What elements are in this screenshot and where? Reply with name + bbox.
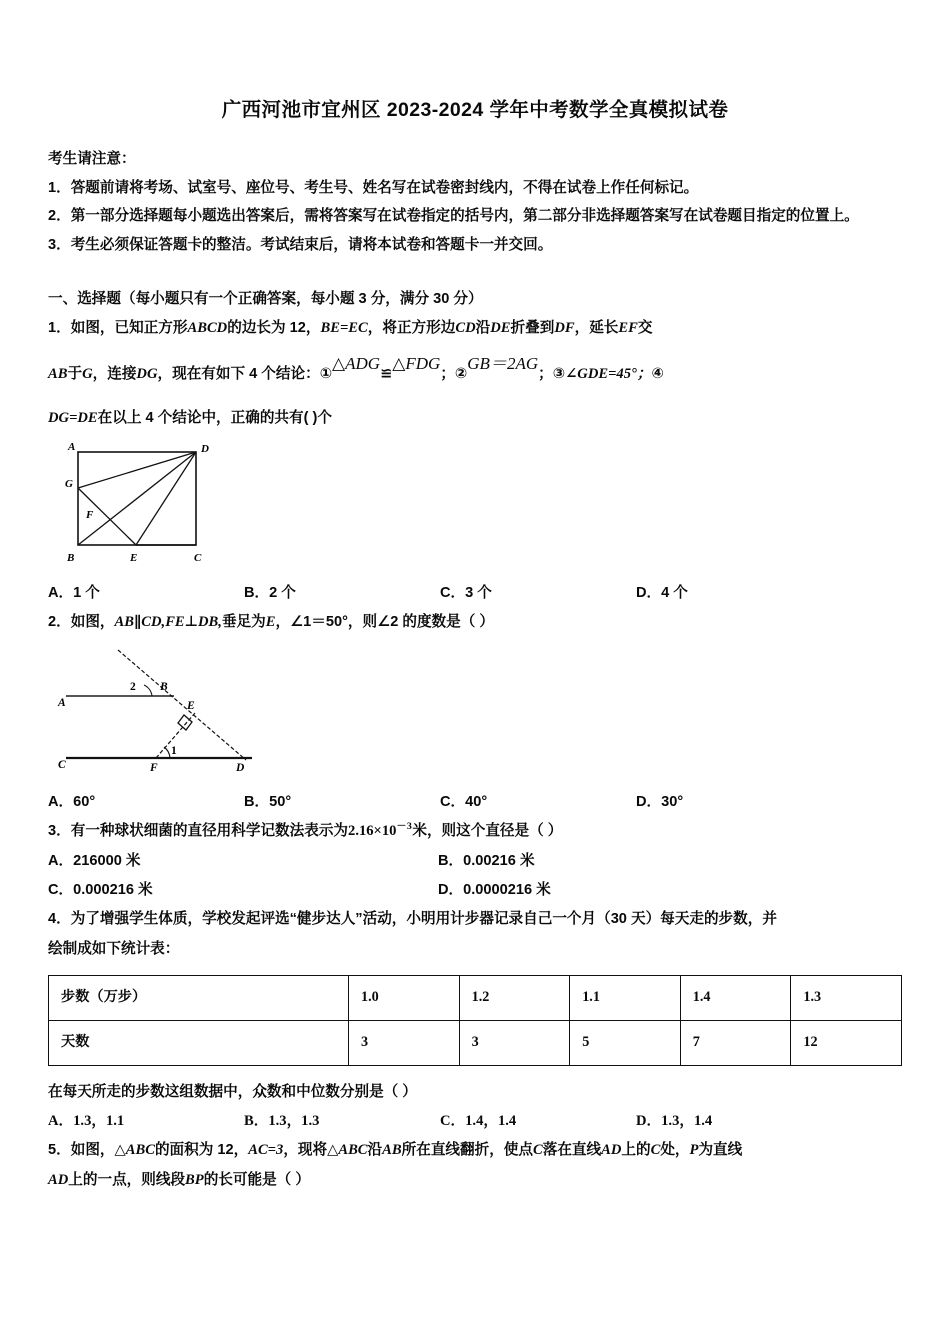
question-2-option-c[interactable]: C．40° [440, 793, 488, 810]
q1-concl-1-rel: ≌ [380, 366, 393, 383]
question-4-option-b[interactable]: B．1.3，1.3 [244, 1113, 320, 1130]
question-1-option-a[interactable]: A．1 个 [48, 584, 100, 601]
figure2-label-2: 2 [130, 680, 136, 693]
q1-concl-2-marker: ② [454, 366, 468, 383]
q1-var-g: G [82, 366, 93, 383]
q3-value-mantissa: 2.16×10 [348, 822, 397, 839]
q2-var-ab: AB [114, 613, 134, 630]
q2-var-e: E [265, 613, 276, 630]
q5-t2: 的面积为 12， [154, 1142, 249, 1159]
question-4-option-c[interactable]: C．1.4，1.4 [440, 1113, 517, 1130]
q5-var-abc-1: △ABC [114, 1142, 155, 1159]
question-1-line-3 [48, 402, 902, 434]
table-row-days-label: 天数 [49, 1020, 349, 1065]
figure1-label-f: F [86, 508, 94, 521]
q1-t6: ，延长 [574, 320, 619, 337]
question-3-options-row-1 [48, 847, 902, 876]
q1-var-ab: AB [48, 366, 68, 383]
question-3-option-d[interactable]: D．0.0000216 米 [438, 881, 551, 898]
question-5 [48, 1136, 902, 1196]
q1-var-dg: DG [136, 366, 158, 383]
question-1-line-2 [48, 354, 902, 391]
figure2-label-a: A [58, 696, 66, 709]
section-heading: 一、选择题（每小题只有一个正确答案，每小题 3 分，满分 30 分） [48, 291, 483, 308]
q5-var-p: P [689, 1142, 699, 1159]
question-1-number: 1． [48, 320, 71, 337]
q1-concl-3: ∠GDE=45°； [565, 366, 652, 383]
figure1-label-e: E [130, 551, 138, 564]
q5-var-ad-1: AD [601, 1142, 622, 1159]
notice-block [48, 145, 902, 259]
question-1 [48, 314, 902, 607]
q5-var-ab: AB [382, 1142, 402, 1159]
q5-t9: 为直线 [698, 1142, 743, 1159]
table-cell-days-4: 7 [680, 1020, 791, 1065]
q3-t2: 米，则这个直径是（ ） [412, 822, 563, 839]
figure2-label-1: 1 [171, 744, 177, 757]
q1-t5: 折叠到 [510, 320, 555, 337]
figure1-label-c: C [194, 551, 202, 564]
q1-t4: 沿 [475, 320, 491, 337]
q5-var-bp: BP [185, 1172, 204, 1189]
table-cell-steps-3: 1.1 [570, 975, 681, 1020]
question-4-options [48, 1107, 902, 1136]
question-3-option-a[interactable]: A．216000 米 [48, 852, 141, 869]
q1-t2: 的边长为 12， [227, 320, 321, 337]
question-3-options-row-2 [48, 876, 902, 905]
q5-t8: 处， [660, 1142, 690, 1159]
question-2-option-d[interactable]: D．30° [636, 793, 684, 810]
table-cell-steps-5: 1.3 [791, 975, 902, 1020]
question-2 [48, 608, 902, 817]
notice-item-3: 3．考生必须保证答题卡的整洁。考试结束后，请将本试卷和答题卡一并交回。 [48, 236, 553, 253]
q5-t11: 的长可能是（ ） [203, 1172, 310, 1189]
q5-var-ac: AC=3 [248, 1142, 284, 1159]
q1-t11: 在以上 4 个结论中，正确的共有( )个 [97, 409, 332, 426]
q5-t10: 上的一点，则线段 [68, 1172, 186, 1189]
table-cell-steps-1: 1.0 [349, 975, 460, 1020]
q5-var-c-2: C [650, 1142, 661, 1159]
q1-t8: 于 [67, 366, 83, 383]
question-2-number: 2． [48, 613, 71, 630]
q5-var-ad-2: AD [48, 1172, 69, 1189]
q2-t2: 垂足为 [221, 613, 266, 630]
q1-concl-1-marker: ① [319, 366, 333, 383]
question-4 [48, 905, 902, 1136]
question-5-line-1 [48, 1136, 902, 1166]
table-cell-steps-4: 1.4 [680, 975, 791, 1020]
figure2-label-c: C [58, 758, 66, 771]
question-5-number: 5． [48, 1142, 71, 1159]
q1-t1: 如图，已知正方形 [70, 320, 188, 337]
question-1-line-1 [48, 314, 902, 344]
figure1-label-b: B [67, 551, 75, 564]
question-1-option-c[interactable]: C．3 个 [440, 584, 492, 601]
q5-t4: 沿 [367, 1142, 383, 1159]
table-cell-days-5: 12 [791, 1020, 902, 1065]
question-2-option-a[interactable]: A．60° [48, 793, 96, 810]
q1-concl-3-marker: ③ [552, 366, 566, 383]
question-1-options [48, 579, 902, 608]
page-title: 广西河池市宜州区 2023-2024 学年中考数学全真模拟试卷 [221, 99, 729, 121]
q5-var-abc-2: △ABC [327, 1142, 368, 1159]
q3-value-exponent: －3 [396, 820, 413, 832]
figure2-label-e: E [187, 699, 195, 712]
question-2-options [48, 788, 902, 817]
q1-concl-4-marker: ④ [651, 366, 664, 383]
figure2-label-f: F [150, 761, 158, 774]
q5-t1: 如图， [70, 1142, 115, 1159]
table-row-days [49, 1020, 902, 1065]
q1-var-de: DE [490, 320, 511, 337]
q1-concl-1-left: △ADG [332, 354, 381, 374]
table-cell-days-3: 5 [570, 1020, 681, 1065]
q1-t10: ，现在有如下 4 个结论： [157, 366, 320, 383]
notice-item-2: 2．第一部分选择题每小题选出答案后，需将答案写在试卷指定的括号内，第二部分非选择题答案写在试卷题目指定的位置上。 [48, 208, 859, 225]
q5-t6: 落在直线 [542, 1142, 602, 1159]
q1-t9: ，连接 [92, 366, 137, 383]
steps-statistics-table [48, 975, 902, 1066]
q2-parallel-symbol: ∥ [133, 613, 142, 630]
table-cell-days-2: 3 [459, 1020, 570, 1065]
q1-sep-1: ； [440, 366, 455, 383]
question-3-number: 3． [48, 822, 71, 839]
question-2-figure [56, 644, 902, 786]
q5-var-c-1: C [532, 1142, 543, 1159]
question-4-line-2: 绘制成如下统计表： [48, 941, 180, 958]
question-2-option-b[interactable]: B．50° [244, 793, 292, 810]
figure1-label-a: A [68, 440, 76, 453]
figure2-label-d: D [236, 761, 245, 774]
q4-t1: 为了增强学生体质，学校发起评选“健步达人”活动，小明用计步器记录自己一个月（30 天）每天走的步数，并 [70, 911, 777, 928]
q5-t3: ，现将 [283, 1142, 328, 1159]
table-cell-steps-2: 1.2 [459, 975, 570, 1020]
q1-var-ef: EF [618, 320, 638, 337]
parallel-lines-diagram [56, 644, 286, 774]
q5-t7: 上的 [621, 1142, 651, 1159]
q1-var-cd: CD [455, 320, 476, 337]
question-4-line-1 [48, 905, 902, 935]
question-3-line-1 [48, 817, 902, 847]
q1-concl-1-right: △FDG [392, 354, 441, 374]
question-4-number: 4． [48, 911, 71, 928]
q2-var-db: DB, [198, 613, 222, 630]
notice-heading: 考生请注意： [48, 151, 136, 168]
q1-t7: 交 [637, 320, 653, 337]
q1-var-beec: BE=EC [320, 320, 368, 337]
q5-t5: 所在直线翻折，使点 [401, 1142, 533, 1159]
figure2-label-b: B [160, 680, 168, 693]
question-3-option-c[interactable]: C．0.000216 米 [48, 881, 153, 898]
square-abcd-diagram [56, 440, 246, 565]
q1-var-df: DF [554, 320, 575, 337]
table-row-steps-label: 步数（万步） [49, 975, 349, 1020]
question-3 [48, 817, 902, 905]
question-5-line-2 [48, 1166, 902, 1196]
notice-item-1: 1．答题前请将考场、试室号、座位号、考生号、姓名写在试卷密封线内，不得在试卷上作任何标记。 [48, 179, 699, 196]
table-row-steps [49, 975, 902, 1020]
figure1-label-g: G [65, 477, 73, 490]
question-2-line-1 [48, 608, 902, 638]
question-4-option-a[interactable]: A．1.3，1.1 [48, 1113, 125, 1130]
question-1-figure [56, 440, 902, 577]
q1-var-abcd: ABCD [187, 320, 228, 337]
q1-concl-2: GB＝2AG [467, 354, 539, 374]
question-4-option-d[interactable]: D．1.3，1.4 [636, 1113, 713, 1130]
q1-t3: ，将正方形边 [367, 320, 456, 337]
q2-perp-symbol: ⊥ [184, 613, 199, 630]
question-1-option-b[interactable]: B．2 个 [244, 584, 296, 601]
table-cell-days-1: 3 [349, 1020, 460, 1065]
question-3-option-b[interactable]: B．0.00216 米 [438, 852, 535, 869]
question-4-prompt: 在每天所走的步数这组数据中，众数和中位数分别是（ ） [48, 1083, 417, 1100]
q3-t1: 有一种球状细菌的直径用科学记数法表示为 [70, 822, 349, 839]
q1-var-dgde: DG=DE [48, 409, 98, 426]
q2-t1: 如图， [70, 613, 115, 630]
q1-sep-2: ； [538, 366, 553, 383]
figure1-label-d: D [201, 442, 209, 455]
q2-t3: ，∠1＝50°，则∠2 的度数是（ ） [275, 613, 494, 630]
question-1-option-d[interactable]: D．4 个 [636, 584, 688, 601]
q2-var-cdfe: CD,FE [141, 613, 185, 630]
